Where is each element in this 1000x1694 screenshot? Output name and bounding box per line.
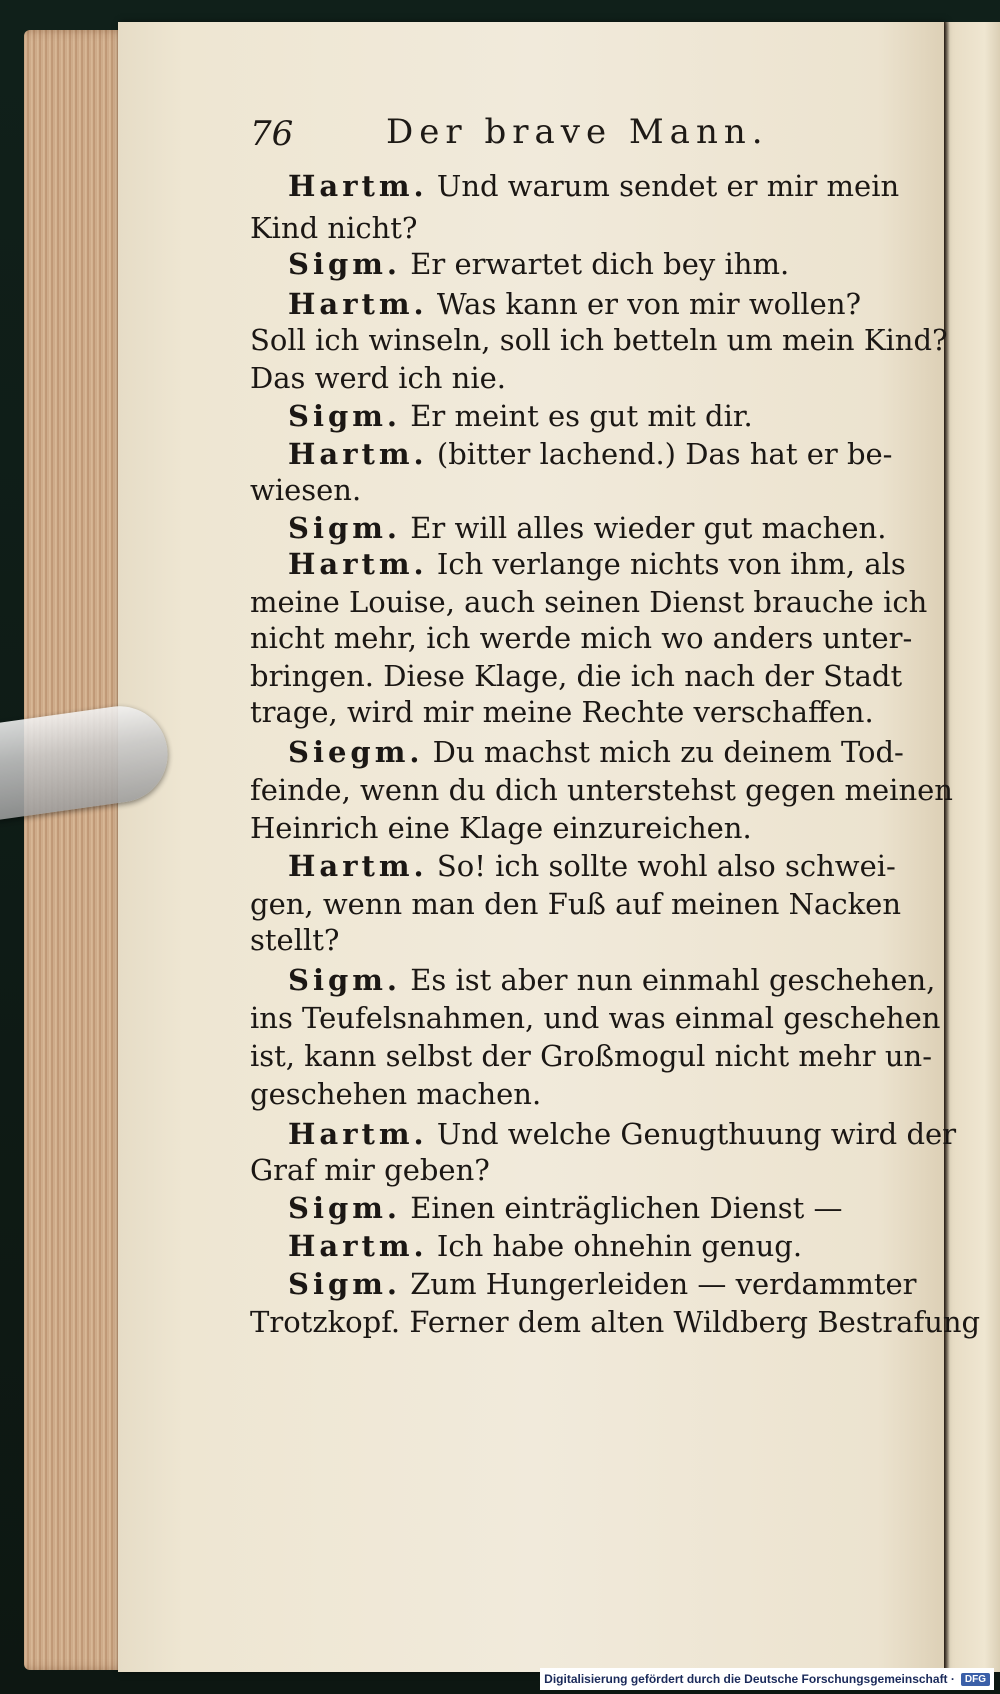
- speaker-name: Sigm.: [288, 399, 402, 433]
- text-line: [250, 620, 912, 656]
- line-text: nicht mehr, ich werde mich wo anders unter-: [250, 621, 913, 655]
- line-text: bringen. Diese Klage, die ich nach der Stadt: [250, 659, 903, 693]
- text-line: [250, 810, 752, 846]
- text-line: [288, 734, 904, 770]
- text-line: [250, 472, 361, 508]
- line-text: Du machst mich zu deinem Tod-: [423, 735, 904, 769]
- text-line: [250, 1152, 490, 1188]
- text-line: [250, 1304, 980, 1340]
- page-header: [250, 112, 910, 160]
- footer-credit: [540, 1668, 994, 1690]
- line-text: Er meint es gut mit dir.: [401, 399, 753, 433]
- text-line: [288, 546, 906, 582]
- line-text: Ich verlange nichts von ihm, als: [427, 547, 906, 581]
- text-line: [288, 1228, 802, 1264]
- text-line: [250, 322, 948, 358]
- text-line: [250, 1038, 932, 1074]
- line-text: Einen einträglichen Dienst —: [401, 1191, 843, 1225]
- speaker-name: Hartm.: [288, 1229, 428, 1263]
- text-line: [250, 886, 901, 922]
- text-line: [250, 584, 927, 620]
- adjacent-page-edge: [942, 22, 1000, 1672]
- speaker-name: Hartm.: [288, 547, 428, 581]
- page-number: 76: [250, 114, 294, 154]
- text-line: [250, 772, 953, 808]
- line-text: wiesen.: [250, 473, 362, 507]
- line-text: Trotzkopf. Ferner dem alten Wildberg Bestrafung: [250, 1305, 981, 1339]
- speaker-name: Hartm.: [288, 169, 428, 203]
- line-text: So! ich sollte wohl also schwei-: [427, 849, 896, 883]
- speaker-name: Siegm.: [288, 735, 424, 769]
- line-text: meine Louise, auch seinen Dienst brauche ich: [250, 585, 928, 619]
- line-text: Er erwartet dich bey ihm.: [401, 247, 790, 281]
- text-line: [288, 436, 892, 472]
- text-line: [250, 1076, 541, 1112]
- text-line: [250, 360, 506, 396]
- text-line: [250, 1000, 940, 1036]
- speaker-name: Hartm.: [288, 287, 428, 321]
- line-text: geschehen machen.: [250, 1077, 542, 1111]
- line-text: Was kann er von mir wollen?: [427, 287, 862, 321]
- speaker-name: Sigm.: [288, 1191, 402, 1225]
- text-line: [250, 210, 417, 246]
- speaker-name: Sigm.: [288, 963, 402, 997]
- line-text: ist, kann selbst der Großmogul nicht mehr un-: [250, 1039, 932, 1073]
- text-line: [288, 848, 896, 884]
- line-text: Zum Hungerleiden — verdammter: [401, 1267, 917, 1301]
- text-line: [250, 922, 339, 958]
- line-text: (bitter lachend.) Das hat er be-: [427, 437, 893, 471]
- line-text: ins Teufelsnahmen, und was einmal geschehen: [250, 1001, 941, 1035]
- text-line: [288, 398, 753, 434]
- line-text: Und warum sendet er mir mein: [427, 169, 900, 203]
- text-line: [288, 246, 789, 282]
- line-text: Das werd ich nie.: [250, 361, 507, 395]
- text-line: [250, 694, 874, 730]
- text-line: [250, 658, 902, 694]
- text-line: [288, 1266, 917, 1302]
- credit-text: Digitalisierung gefördert durch die Deutsche Forschungsgemeinschaft ·: [544, 1672, 955, 1686]
- line-text: stellt?: [250, 923, 340, 957]
- text-line: [288, 168, 899, 204]
- text-line: [288, 962, 935, 998]
- text-line: [288, 1190, 843, 1226]
- speaker-name: Hartm.: [288, 1117, 428, 1151]
- line-text: gen, wenn man den Fuß auf meinen Nacken: [250, 887, 901, 921]
- line-text: feinde, wenn du dich unterstehst gegen meinen: [250, 773, 953, 807]
- speaker-name: Sigm.: [288, 511, 402, 545]
- dfg-logo-icon: DFG: [961, 1673, 990, 1686]
- speaker-name: Sigm.: [288, 1267, 402, 1301]
- speaker-name: Sigm.: [288, 247, 402, 281]
- line-text: Ich habe ohnehin genug.: [427, 1229, 803, 1263]
- line-text: trage, wird mir meine Rechte verschaffen.: [250, 695, 874, 729]
- line-text: Heinrich eine Klage einzureichen.: [250, 811, 752, 845]
- text-line: [288, 1116, 956, 1152]
- running-title: Der brave Mann.: [386, 112, 769, 152]
- line-text: Es ist aber nun einmahl geschehen,: [401, 963, 936, 997]
- line-text: Graf mir geben?: [250, 1153, 490, 1187]
- line-text: Soll ich winseln, soll ich betteln um mein Kind?: [250, 323, 948, 357]
- line-text: Kind nicht?: [250, 211, 418, 245]
- line-text: Und welche Genugthuung wird der: [427, 1117, 957, 1151]
- line-text: Er will alles wieder gut machen.: [401, 511, 887, 545]
- text-line: [288, 286, 861, 322]
- text-line: [288, 510, 886, 546]
- speaker-name: Hartm.: [288, 849, 428, 883]
- speaker-name: Hartm.: [288, 437, 428, 471]
